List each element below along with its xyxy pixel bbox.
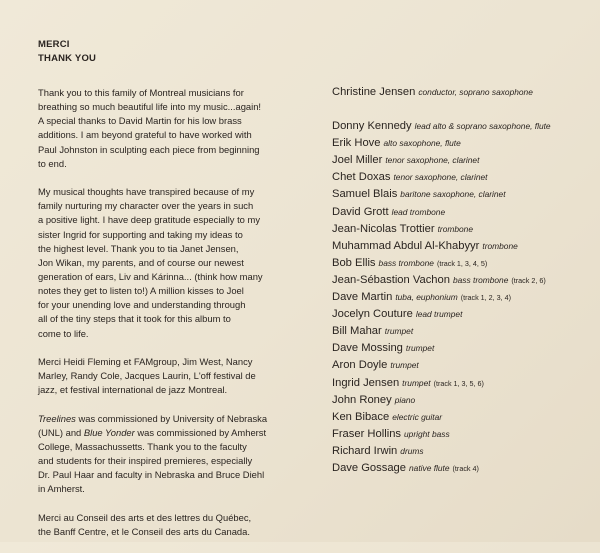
performer-name: Dave Mossing [332,342,403,355]
performer-name: Erik Hove [332,137,381,150]
performer-name: Aron Doyle [332,359,388,372]
performer-role: native flute [409,462,450,473]
performer-role: trumpet [405,343,435,354]
performer-row [332,441,592,458]
performer-row [332,407,592,424]
performer-name: Ken Bibace [332,410,390,423]
performer-track-note: (track 1, 3, 5, 6) [433,378,484,388]
paragraph-commissions: Treelines was commissioned by University of Nebraska (UNL) and Blue Yonder was commissioned by Amherst College, Massachussetts. Thank you to the faculty and students for their inspired premieres, especially Dr. Paul Haar and faculty in Nebraska and Bruce Diehl in Amherst. [38,412,268,495]
title-treelines: Treelines [38,412,76,424]
performer-name: Muhammad Abdul Al-Khabyyr [332,239,480,252]
performer-row [332,304,592,321]
performer-row [332,373,592,390]
performer-row [332,458,592,475]
paragraph-conseil: Merci au Conseil des arts et des lettres du Québec, the Banff Centre, et le Conseil des arts du Canada. [38,511,252,537]
paragraph-family: My musical thoughts have transpired because of my family nurturing my character over the years in such a positive light. I have deep gratitude especially to my sister Ingrid for supporting and taking my ideas to the highest level. Thank you to tia Janet Jensen, Jon Wikan, my parents, and of course our newest generation of ears, Liv and Kárinna... (think how many notes they get to listen to!) A million kisses to Joel for your unending love and understanding through all of the tiny steps that it took for this album to come to life. [38,186,263,339]
performer-row [332,82,592,99]
paragraph-musicians: Thank you to this family of Montreal musicians for breathing so much beautiful life into my music...again! A special thanks to David Martin for his low brass additions. I am beyond grateful to have worked with Paul Johnston in sculpting each piece from beginning to end. [38,87,262,169]
performer-row [332,338,592,355]
heading-merci: MERCI [38,39,70,50]
performer-role: piano [394,394,416,405]
performer-role: electric guitar [392,411,443,422]
performer-row [332,133,592,150]
performer-list [332,82,592,475]
performer-role: conductor, soprano saxophone [418,87,533,97]
performer-name: Fraser Hollins [332,427,402,440]
performer-role: lead alto & soprano saxophone, flute [414,121,551,132]
performer-row [332,202,592,219]
performer-name: Chet Doxas [332,171,391,184]
performer-role: tenor saxophone, clarinet [393,172,488,183]
performer-role: trombone [482,240,518,251]
performer-name: Samuel Blais [332,188,398,201]
performer-row [332,287,592,304]
performer-row [332,150,592,167]
performer-name: Jean-Nicolas Trottier [332,222,435,235]
title-blue-yonder: Blue Yonder [83,426,135,438]
performer-role: tuba, euphonium [395,292,458,303]
performer-name: Joel Miller [332,154,383,167]
performer-name: Donny Kennedy [332,120,412,133]
performer-track-note: (track 1, 2, 3, 4) [460,293,512,303]
performer-role: bass trombone [378,257,434,268]
performer-row [332,355,592,372]
performer-name: Bob Ellis [332,256,376,269]
performer-row [332,116,592,133]
performer-name: Bill Mahar [332,325,382,338]
performer-name: John Roney [332,393,392,406]
performer-row [332,390,592,407]
performer-track-note: (track 4) [452,463,479,473]
performer-role: upright bass [404,428,450,439]
performer-row [332,321,592,338]
performer-row [332,270,592,287]
performer-role: trumpet [384,326,414,337]
performer-row [332,219,592,236]
performer-role: alto saxophone, flute [383,138,461,149]
performer-row [332,253,592,270]
performer-name: Jean-Sébastion Vachon [332,273,450,286]
thank-you-text [38,86,288,553]
performer-role: trumpet [390,360,419,371]
performer-row [332,184,592,201]
performer-name: Dave Martin [332,291,393,304]
performer-name: Ingrid Jensen [332,376,400,389]
performer-name: David Grott [332,205,389,218]
performer-row [332,424,592,441]
performer-track-note: (track 1, 3, 4, 5) [436,258,488,268]
performer-role: lead trumpet [415,309,463,320]
performer-role: trumpet [402,377,431,388]
performer-row [332,167,592,184]
performer-role: trombone [437,223,473,234]
performer-role: baritone saxophone, clarinet [400,189,506,200]
performer-name: Christine Jensen [332,86,416,98]
heading-thank-you: THANK YOU [38,53,97,64]
page-heading [38,38,96,66]
performer-row [332,236,592,253]
performer-track-note: (track 2, 6) [511,275,546,285]
performer-role: bass trombone [452,274,509,285]
performer-role: drums [400,445,424,456]
performer-role: lead trombone [391,206,446,217]
performer-role: tenor saxophone, clarinet [385,155,480,166]
performer-name: Dave Gossage [332,461,407,474]
paragraph-merci-fleming: Merci Heidi Fleming et FAMgroup, Jim West, Nancy Marley, Randy Cole, Jacques Laurin, L'off festival de jazz, et festival international de jazz Montreal. [38,355,256,396]
performer-name: Jocelyn Couture [332,308,413,321]
performer-name: Richard Irwin [332,444,398,457]
